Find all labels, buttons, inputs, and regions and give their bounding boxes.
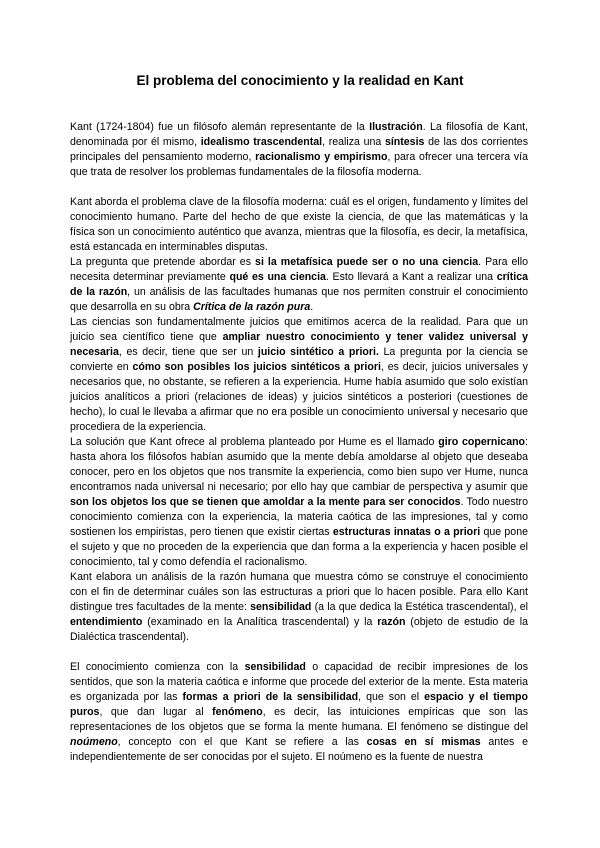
text-run: , concepto con el que Kant se refiere a las [117, 736, 367, 748]
emphasis-text: Crítica de la razón pura [193, 301, 311, 313]
paragraph [70, 315, 528, 435]
text-run: o capacidad de recibir impresiones de los sentidos, que son la materia caótica e informe que procede del exterior de la mente. Esta materia es organizada por las [70, 661, 528, 703]
paragraph [70, 195, 528, 255]
text-run: , es decir, tiene que ser un [118, 346, 258, 358]
bold-text: formas a priori de la sensibilidad [182, 691, 359, 703]
paragraph [70, 120, 528, 180]
text-run: Kant aborda el problema clave de la filosofía moderna: cuál es el origen, fundamento y límites del conocimiento humano. Parte del hecho de que existe la ciencia, de que las matemáticas y la física son un conocimiento auténtico que avanza, mientras que la filosofía, es decir, la metafísica, está estancada en interminables disputas. [70, 196, 528, 253]
emphasis-text: noúmeno [70, 736, 118, 748]
bold-text: sensibilidad [250, 601, 312, 613]
bold-text: son los objetos los que se tienen que amoldar a la mente para ser conocidos [70, 496, 461, 508]
bold-text: idealismo trascendental [200, 136, 323, 148]
bold-text: fenómeno [212, 706, 263, 718]
bold-text: si la metafísica puede ser o no una ciencia [255, 256, 479, 268]
paragraph [70, 660, 528, 765]
text-run: El conocimiento comienza con la [70, 661, 245, 673]
text-run: La solución que Kant ofrece al problema planteado por Hume es el llamado [70, 436, 439, 448]
text-run: . Para ello necesita determinar previamente [70, 256, 529, 283]
text-run: La pregunta que pretende abordar es [70, 256, 256, 268]
bold-text: giro copernicano [438, 436, 526, 448]
bold-text: cómo son posibles los juicios sintéticos a priori [132, 361, 381, 373]
text-run: de las dos corrientes principales del pensamiento moderno, [70, 136, 528, 163]
text-run: Kant elabora un análisis de la razón humana que muestra cómo se construye el conocimiento con el fin de determinar cuáles son las estructuras a priori que lo hacen posible. Para ello Kant distingue tres facultades de la mente: [70, 571, 528, 613]
bold-text: síntesis [384, 136, 425, 148]
bold-text: cosas en sí mismas [366, 736, 481, 748]
document-title: El problema del conocimiento y la realidad en Kant [136, 73, 464, 88]
text-run: Kant (1724-1804) fue un filósofo alemán representante de la [70, 121, 370, 133]
text-run: , es decir, las intuiciones empíricas que son las representaciones de los objetos que se forma la mente humana. El fenómeno se distingue del [70, 706, 528, 733]
text-run: (objeto de estudio de la Dialéctica trascendental). [70, 616, 528, 643]
text-run: , realiza una [322, 136, 385, 148]
text-run: que pone el sujeto y que no proceden de la experiencia que dan forma a la experiencia y hacen posible el conocimiento, tal y como defendía el racionalismo. [70, 526, 528, 568]
paragraph [70, 255, 528, 315]
paragraph [70, 435, 528, 570]
text-run: . La filosofía de Kant, denominada por él mismo, [70, 121, 528, 148]
bold-text: Ilustración [369, 121, 423, 133]
text-run: : hasta ahora los filósofos habían asumido que la mente debía amoldarse al objeto que deseaba conocer, pero en los objetos que nos transmite la experiencia, como bien supo ver Hume, nunca encontramos nada universal ni necesario; por ello hay que cambiar de perspectiva y asumir que [70, 436, 528, 493]
bold-text: juicio sintético a priori. [257, 346, 379, 358]
bold-text: entendimiento [70, 616, 143, 628]
text-run: . Todo nuestro conocimiento comienza con la experiencia, la materia caótica de las impresiones, tal y como sostienen los empiristas, pero tienen que existir ciertas [70, 496, 528, 538]
text-run: . Esto llevará a Kant a realizar una [325, 271, 497, 283]
text-run: antes e independientemente de ser conocidas por el sujeto. El noúmeno es la fuente de nuestra [70, 736, 528, 763]
text-run: . [310, 301, 314, 313]
bold-text: razón [377, 616, 406, 628]
bold-text: crítica de la razón [70, 271, 528, 298]
text-run: (a la que dedica la Estética trascendental), el [311, 601, 528, 613]
bold-text: espacio y el tiempo puros [70, 691, 528, 718]
text-run: , un análisis de las facultades humanas que nos permiten construir el conocimiento que desarrolla en su obra [70, 286, 528, 313]
text-run: , que dan lugar al [99, 706, 213, 718]
bold-text: sensibilidad [244, 661, 306, 673]
bold-italic-text [70, 736, 118, 748]
bold-text: qué es una ciencia [229, 271, 326, 283]
bold-text: estructuras innatas o a priori [332, 526, 481, 538]
text-run: La pregunta por la ciencia se convierte en [70, 346, 528, 373]
text-run: Las ciencias son fundamentalmente juicios que emitimos acerca de la realidad. Para que un juicio sea científico tiene que [70, 316, 528, 343]
text-run: (examinado en la Analítica trascendental) y la [142, 616, 378, 628]
bold-italic-text [193, 301, 310, 313]
bold-text: ampliar nuestro conocimiento y tener validez universal y necesaria [70, 331, 528, 358]
text-run: , que son el [358, 691, 425, 703]
document-body [70, 120, 528, 765]
bold-text: racionalismo y empirismo [255, 151, 388, 163]
text-run: , es decir, juicios universales y necesarios que, no obstante, se refieren a la experiencia. Hume había asumido que solo existían juicios analíticos a priori (relaciones de ideas) y juicios sintéticos a posteriori (cuestiones de hecho), lo cual le llevaba a afirmar que no era posible un conocimiento universal y necesario que procediera de la experiencia. [70, 361, 528, 433]
paragraph [70, 570, 528, 645]
text-run: , para ofrecer una tercera vía que trata de resolver los problemas fundamentales de la filosofía moderna. [70, 151, 528, 178]
